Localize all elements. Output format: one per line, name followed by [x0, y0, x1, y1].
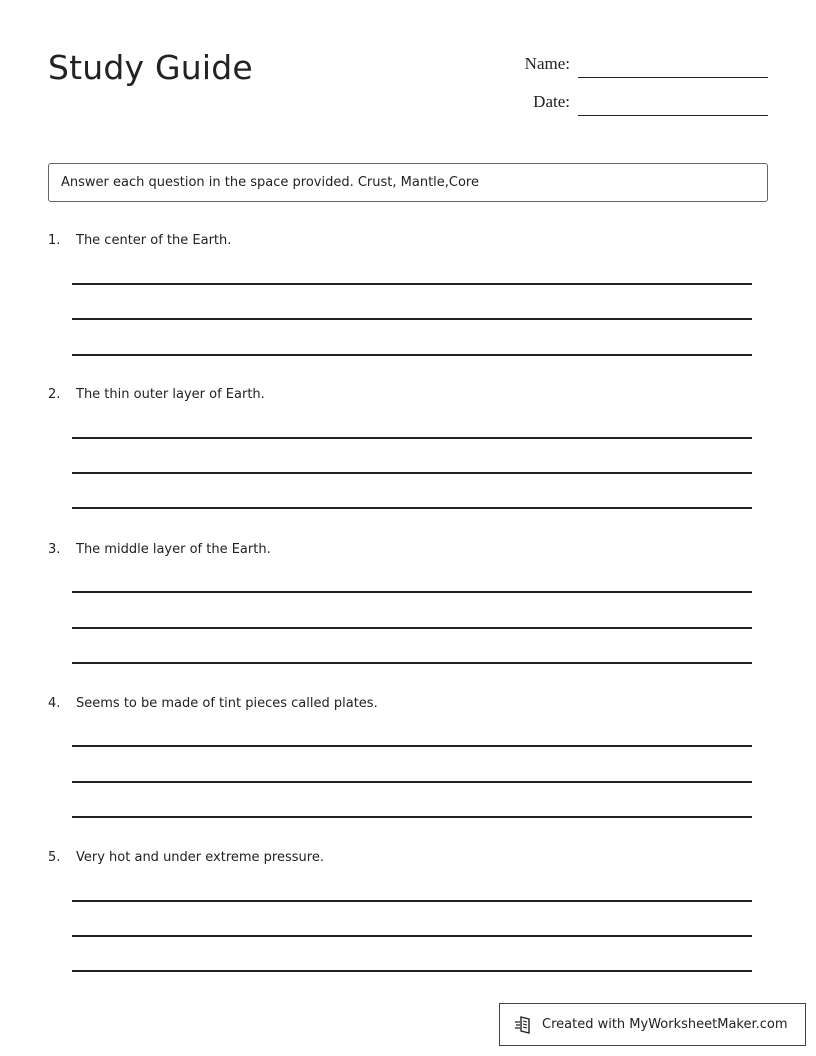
- badge-text: Created with MyWorksheetMaker.com: [542, 1017, 788, 1032]
- question-number: 1.: [48, 233, 61, 248]
- answer-line[interactable]: [72, 437, 752, 439]
- answer-line[interactable]: [72, 970, 752, 972]
- date-line[interactable]: [578, 115, 768, 116]
- answer-line[interactable]: [72, 283, 752, 285]
- answer-line[interactable]: [72, 781, 752, 783]
- question-text: Very hot and under extreme pressure.: [76, 850, 324, 865]
- answer-line[interactable]: [72, 627, 752, 629]
- question-item: [48, 850, 768, 990]
- answer-line[interactable]: [72, 745, 752, 747]
- created-with-badge[interactable]: [499, 1003, 806, 1046]
- question-item: [48, 233, 768, 373]
- answer-line[interactable]: [72, 507, 752, 509]
- answer-line[interactable]: [72, 354, 752, 356]
- answer-line[interactable]: [72, 662, 752, 664]
- question-number: 5.: [48, 850, 61, 865]
- date-label: Date:: [533, 92, 570, 111]
- question-text: The center of the Earth.: [76, 233, 232, 248]
- answer-line[interactable]: [72, 591, 752, 593]
- question-item: [48, 696, 768, 836]
- page-title: Study Guide: [48, 48, 253, 87]
- instructions-box: Answer each question in the space provided. Crust, Mantle,Core: [48, 163, 768, 202]
- name-label: Name:: [524, 54, 570, 73]
- question-number: 3.: [48, 542, 61, 557]
- question-item: [48, 542, 768, 682]
- answer-line[interactable]: [72, 816, 752, 818]
- question-text: The thin outer layer of Earth.: [76, 387, 265, 402]
- question-number: 4.: [48, 696, 61, 711]
- name-field[interactable]: [490, 48, 770, 78]
- date-field[interactable]: [490, 86, 770, 116]
- question-item: [48, 387, 768, 527]
- worksheet-maker-logo-icon: [514, 1015, 534, 1035]
- answer-line[interactable]: [72, 900, 752, 902]
- answer-line[interactable]: [72, 935, 752, 937]
- answer-line[interactable]: [72, 472, 752, 474]
- answer-line[interactable]: [72, 318, 752, 320]
- question-number: 2.: [48, 387, 61, 402]
- name-line[interactable]: [578, 77, 768, 78]
- question-text: The middle layer of the Earth.: [76, 542, 271, 557]
- question-text: Seems to be made of tint pieces called plates.: [76, 696, 378, 711]
